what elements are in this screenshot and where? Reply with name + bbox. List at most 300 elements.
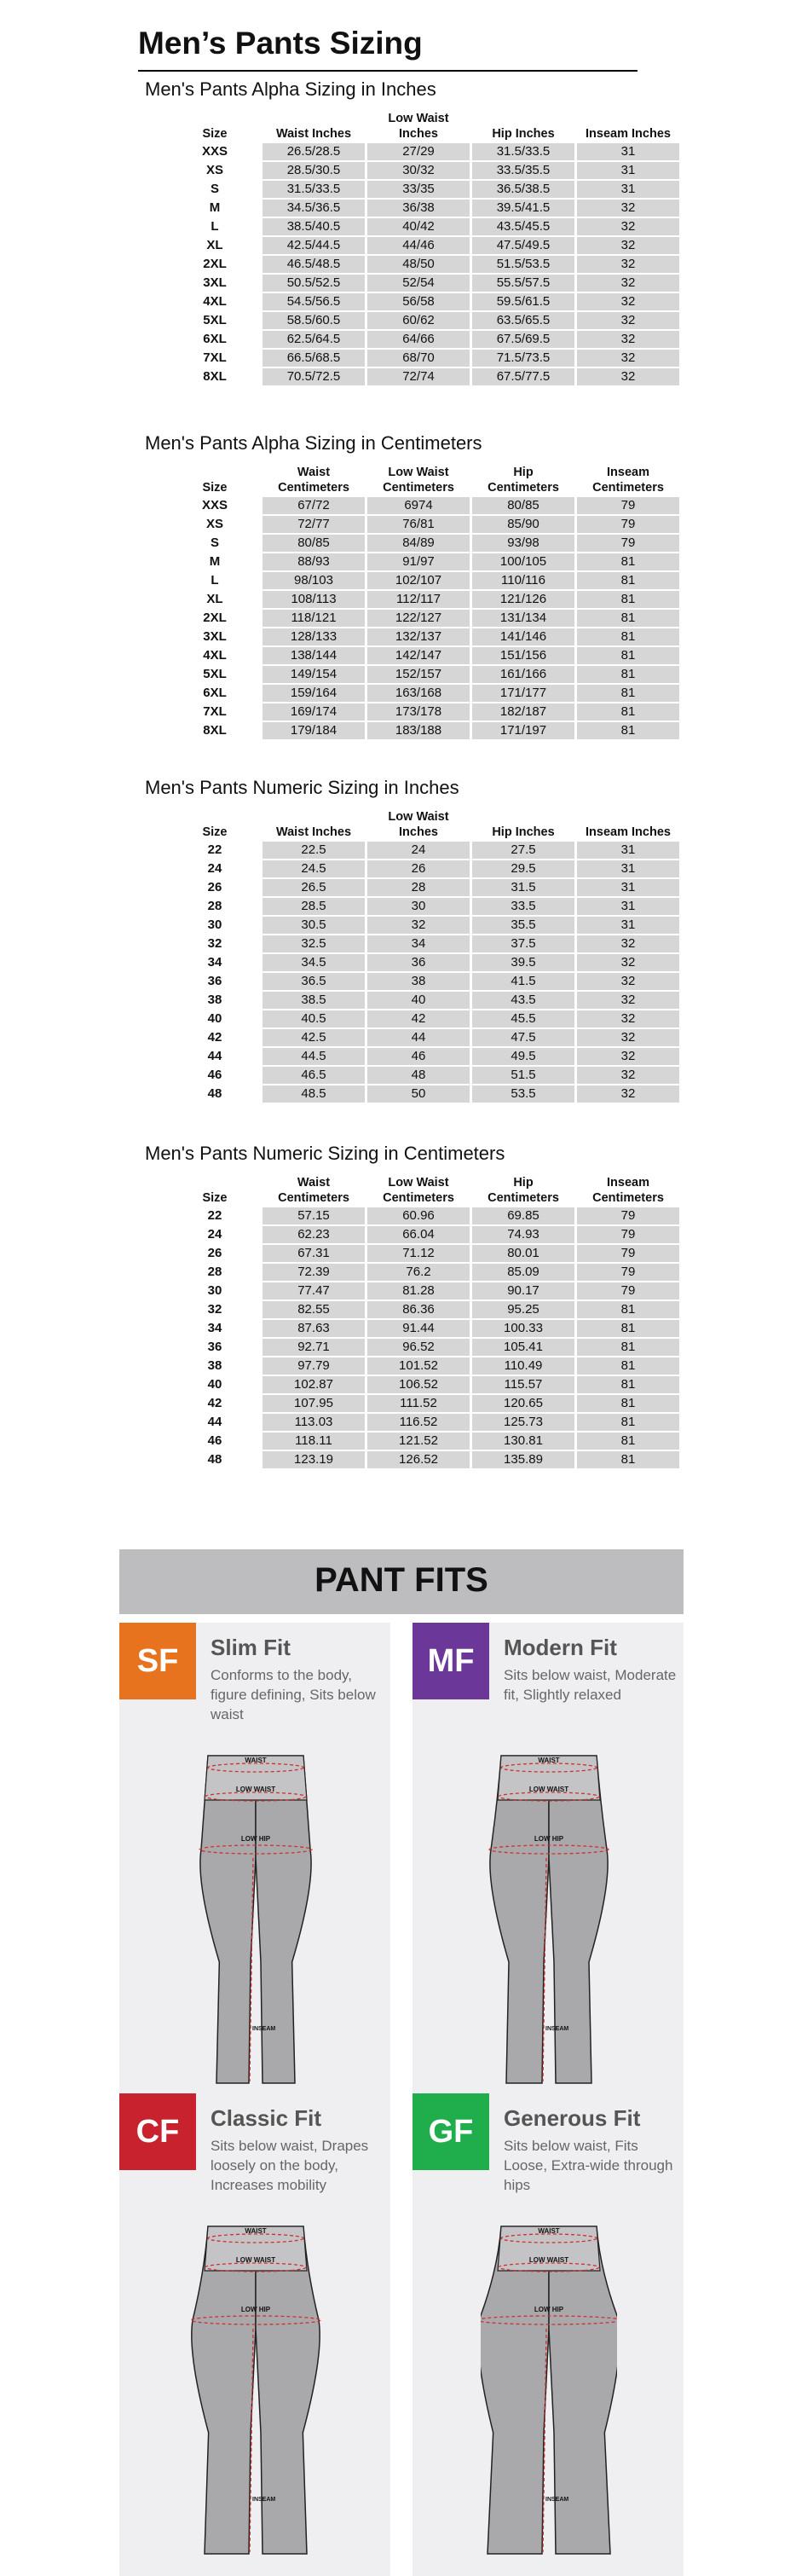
low-waist-label: LOW WAIST [528, 1786, 569, 1793]
size-value: 33.5 [472, 898, 574, 915]
fit-card-generous-fit [413, 2093, 684, 2576]
pant-fits-title: PANT FITS [314, 1561, 488, 1599]
fit-name: Modern Fit [504, 1635, 617, 1660]
size-label: XXS [201, 144, 228, 159]
size-value: 97.79 [263, 1357, 365, 1375]
size-value: 141/146 [472, 628, 574, 645]
size-value: 31 [577, 143, 679, 160]
size-value: 72/77 [263, 516, 365, 533]
size-value: 91/97 [367, 553, 470, 570]
size-label: 32 [207, 936, 222, 951]
size-value: 43.5 [472, 992, 574, 1009]
size-value: 159/164 [263, 685, 365, 702]
low-hip-label: LOW HIP [240, 2306, 271, 2313]
size-value: 43.5/45.5 [472, 218, 574, 235]
column-header: Inseam Inches [586, 127, 671, 141]
size-value: 183/188 [367, 722, 470, 739]
size-value: 50 [367, 1085, 470, 1103]
size-value: 66.04 [367, 1226, 470, 1243]
size-value: 81 [577, 553, 679, 570]
inseam-label: INSEAM [252, 2026, 276, 2032]
column-header: Waist Centimeters [278, 1176, 349, 1205]
size-label: 7XL [203, 350, 227, 365]
size-value: 26.5/28.5 [263, 143, 365, 160]
size-value: 34.5/36.5 [263, 200, 365, 217]
size-value: 53.5 [472, 1085, 574, 1103]
size-value: 96.52 [367, 1339, 470, 1356]
table-row [170, 143, 679, 160]
table-header-row [170, 109, 679, 142]
size-value: 81 [577, 647, 679, 664]
size-value: 26.5 [263, 879, 365, 896]
fit-badge: SF [119, 1623, 196, 1699]
size-value: 81 [577, 610, 679, 627]
size-value: 60/62 [367, 312, 470, 329]
waist-label: WAIST [538, 2227, 560, 2235]
fit-name: Classic Fit [211, 2105, 322, 2131]
size-label: 42 [207, 1396, 222, 1410]
size-value: 58.5/60.5 [263, 312, 365, 329]
size-label: 44 [207, 1049, 222, 1063]
pants-left-leg [481, 2226, 549, 2554]
size-value: 149/154 [263, 666, 365, 683]
size-value: 31 [577, 898, 679, 915]
size-value: 110.49 [472, 1357, 574, 1375]
column-header: Size [202, 127, 228, 141]
table-row [170, 162, 679, 179]
table-row [170, 666, 679, 683]
table-row [170, 1264, 679, 1281]
table-row [170, 293, 679, 310]
size-value: 100.33 [472, 1320, 574, 1337]
size-label: 4XL [203, 648, 227, 663]
table-row [170, 1395, 679, 1412]
size-value: 122/127 [367, 610, 470, 627]
table-row [170, 1339, 679, 1356]
size-value: 31 [577, 842, 679, 859]
size-value: 85.09 [472, 1264, 574, 1281]
size-value: 30/32 [367, 162, 470, 179]
table-row [170, 703, 679, 721]
table-row [170, 879, 679, 896]
table-row [170, 1207, 679, 1224]
size-value: 32 [577, 935, 679, 952]
size-value: 51.5/53.5 [472, 256, 574, 273]
waist-label: WAIST [245, 1757, 267, 1764]
size-value: 77.47 [263, 1282, 365, 1300]
table-row [170, 1282, 679, 1300]
table-row [170, 647, 679, 664]
size-value: 32 [577, 973, 679, 990]
size-value: 81 [577, 591, 679, 608]
size-label: 34 [207, 955, 222, 970]
size-label: 48 [207, 1086, 222, 1101]
size-label: 8XL [203, 369, 227, 384]
fit-name: Slim Fit [211, 1635, 291, 1660]
size-value: 48.5 [263, 1085, 365, 1103]
size-value: 79 [577, 1226, 679, 1243]
section-numeric-cm [0, 1143, 802, 1501]
table-row [170, 1010, 679, 1028]
table-row [170, 181, 679, 198]
table-header-row [170, 808, 679, 840]
size-value: 68/70 [367, 350, 470, 367]
column-header: Waist Inches [275, 825, 352, 839]
size-label: 36 [207, 1340, 222, 1354]
size-value: 38.5/40.5 [263, 218, 365, 235]
size-label: 6XL [203, 332, 227, 346]
size-value: 131/134 [472, 610, 574, 627]
size-value: 31.5/33.5 [263, 181, 365, 198]
size-value: 100/105 [472, 553, 574, 570]
size-value: 32 [577, 954, 679, 971]
size-value: 48/50 [367, 256, 470, 273]
size-value: 22.5 [263, 842, 365, 859]
size-value: 30.5 [263, 917, 365, 934]
size-value: 40 [367, 992, 470, 1009]
table-title: Men's Pants Numeric Sizing in Centimeters [145, 1143, 505, 1164]
column-header: Low Waist Centimeters [383, 1176, 454, 1205]
size-value: 31.5/33.5 [472, 143, 574, 160]
size-label: 3XL [203, 275, 227, 290]
table-row [170, 1048, 679, 1065]
size-value: 169/174 [263, 703, 365, 721]
table-row [170, 973, 679, 990]
size-value: 79 [577, 535, 679, 552]
size-value: 67/72 [263, 497, 365, 514]
size-value: 52/54 [367, 275, 470, 292]
size-value: 142/147 [367, 647, 470, 664]
size-value: 74.93 [472, 1226, 574, 1243]
table-row [170, 1301, 679, 1318]
size-value: 27/29 [367, 143, 470, 160]
size-value: 123.19 [263, 1451, 365, 1468]
size-value: 42.5 [263, 1029, 365, 1046]
table-row [170, 954, 679, 971]
size-value: 62.23 [263, 1226, 365, 1243]
table-row [170, 1245, 679, 1262]
size-value: 79 [577, 1207, 679, 1224]
size-value: 31 [577, 860, 679, 877]
size-value: 93/98 [472, 535, 574, 552]
size-value: 32 [577, 1085, 679, 1103]
size-value: 90.17 [472, 1282, 574, 1300]
table-row [170, 1067, 679, 1084]
size-label: S [210, 535, 219, 550]
size-value: 81 [577, 1433, 679, 1450]
size-value: 64/66 [367, 331, 470, 348]
size-value: 34.5 [263, 954, 365, 971]
section-numeric-inches [0, 777, 802, 1135]
size-value: 66.5/68.5 [263, 350, 365, 367]
sizing-table [167, 461, 682, 741]
size-label: 5XL [203, 313, 227, 327]
size-value: 118/121 [263, 610, 365, 627]
size-label: 46 [207, 1433, 222, 1448]
table-row [170, 312, 679, 329]
size-value: 105.41 [472, 1339, 574, 1356]
size-value: 182/187 [472, 703, 574, 721]
table-row [170, 218, 679, 235]
fit-card-classic-fit [119, 2093, 390, 2576]
column-header: Hip Inches [492, 825, 555, 839]
pants-diagram [188, 1749, 324, 2090]
column-header: Size [202, 825, 228, 839]
size-value: 47.5 [472, 1029, 574, 1046]
size-value: 32 [577, 992, 679, 1009]
size-value: 38 [367, 973, 470, 990]
size-label: XXS [201, 498, 228, 512]
size-value: 121/126 [472, 591, 574, 608]
size-value: 81.28 [367, 1282, 470, 1300]
size-value: 31.5 [472, 879, 574, 896]
size-value: 98/103 [263, 572, 365, 589]
table-row [170, 256, 679, 273]
size-value: 63.5/65.5 [472, 312, 574, 329]
size-value: 44 [367, 1029, 470, 1046]
size-value: 79 [577, 1264, 679, 1281]
size-value: 38.5 [263, 992, 365, 1009]
size-value: 33/35 [367, 181, 470, 198]
size-label: 2XL [203, 611, 227, 625]
size-value: 81 [577, 1376, 679, 1393]
size-value: 39.5 [472, 954, 574, 971]
size-label: S [210, 182, 219, 196]
table-row [170, 535, 679, 552]
size-value: 81 [577, 1301, 679, 1318]
size-value: 118.11 [263, 1433, 365, 1450]
column-header: Inseam Inches [586, 825, 671, 839]
pants-right-leg [256, 1756, 311, 2083]
size-value: 56/58 [367, 293, 470, 310]
table-row [170, 331, 679, 348]
size-label: 36 [207, 974, 222, 988]
table-row [170, 1433, 679, 1450]
table-row [170, 1357, 679, 1375]
pants-diagram [481, 1749, 617, 2090]
size-value: 116.52 [367, 1414, 470, 1431]
size-value: 163/168 [367, 685, 470, 702]
table-row [170, 1085, 679, 1103]
size-label: 22 [207, 1208, 222, 1223]
size-value: 125.73 [472, 1414, 574, 1431]
size-value: 81 [577, 1395, 679, 1412]
size-value: 36.5/38.5 [472, 181, 574, 198]
size-value: 29.5 [472, 860, 574, 877]
table-row [170, 1451, 679, 1468]
size-value: 50.5/52.5 [263, 275, 365, 292]
size-label: 5XL [203, 667, 227, 681]
size-value: 46.5 [263, 1067, 365, 1084]
size-value: 32 [577, 350, 679, 367]
size-value: 35.5 [472, 917, 574, 934]
fit-description: Sits below waist, Fits Loose, Extra-wide through hips [504, 2138, 673, 2193]
size-value: 81 [577, 1320, 679, 1337]
size-value: 82.55 [263, 1301, 365, 1318]
size-value: 44/46 [367, 237, 470, 254]
size-value: 81 [577, 1357, 679, 1375]
size-value: 44.5 [263, 1048, 365, 1065]
size-value: 26 [367, 860, 470, 877]
size-value: 72.39 [263, 1264, 365, 1281]
size-value: 121.52 [367, 1433, 470, 1450]
size-value: 62.5/64.5 [263, 331, 365, 348]
size-value: 128/133 [263, 628, 365, 645]
size-label: 26 [207, 1246, 222, 1260]
size-value: 80/85 [263, 535, 365, 552]
size-value: 171/197 [472, 722, 574, 739]
size-value: 60.96 [367, 1207, 470, 1224]
size-value: 138/144 [263, 647, 365, 664]
size-value: 115.57 [472, 1376, 574, 1393]
size-value: 79 [577, 497, 679, 514]
size-value: 81 [577, 722, 679, 739]
column-header: Waist Inches [275, 127, 352, 141]
size-label: XL [206, 238, 223, 252]
size-label: 26 [207, 880, 222, 894]
size-label: XS [205, 163, 223, 177]
size-value: 81 [577, 628, 679, 645]
size-value: 81 [577, 1451, 679, 1468]
pants-left-leg [192, 2226, 256, 2554]
fit-card-slim-fit [119, 1623, 390, 2105]
size-value: 32 [577, 256, 679, 273]
size-value: 24 [367, 842, 470, 859]
size-value: 39.5/41.5 [472, 200, 574, 217]
size-value: 36.5 [263, 973, 365, 990]
size-value: 110/116 [472, 572, 574, 589]
table-row [170, 935, 679, 952]
inseam-label: INSEAM [545, 2026, 569, 2032]
size-value: 32 [577, 1010, 679, 1028]
column-header: Size [202, 481, 228, 495]
size-value: 113.03 [263, 1414, 365, 1431]
size-label: M [209, 200, 221, 215]
size-value: 32.5 [263, 935, 365, 952]
size-label: 38 [207, 1358, 222, 1373]
size-value: 102.87 [263, 1376, 365, 1393]
size-label: 4XL [203, 294, 227, 309]
size-value: 81 [577, 703, 679, 721]
size-value: 28 [367, 879, 470, 896]
size-value: 57.15 [263, 1207, 365, 1224]
size-value: 32 [577, 275, 679, 292]
size-label: 30 [207, 918, 222, 932]
size-value: 108/113 [263, 591, 365, 608]
size-value: 130.81 [472, 1433, 574, 1450]
size-value: 101.52 [367, 1357, 470, 1375]
size-value: 126.52 [367, 1451, 470, 1468]
size-value: 30 [367, 898, 470, 915]
size-value: 95.25 [472, 1301, 574, 1318]
table-row [170, 685, 679, 702]
sizing-table [167, 806, 682, 1104]
size-value: 81 [577, 1414, 679, 1431]
size-label: 3XL [203, 629, 227, 644]
size-value: 32 [577, 312, 679, 329]
table-row [170, 1414, 679, 1431]
size-value: 51.5 [472, 1067, 574, 1084]
table-row [170, 275, 679, 292]
size-value: 81 [577, 572, 679, 589]
fit-card-modern-fit [413, 1623, 684, 2105]
size-label: 38 [207, 993, 222, 1007]
column-header: Hip Inches [492, 127, 555, 141]
size-value: 59.5/61.5 [472, 293, 574, 310]
size-value: 41.5 [472, 973, 574, 990]
fit-name: Generous Fit [504, 2105, 641, 2131]
pants-diagram [188, 2220, 324, 2561]
size-label: 28 [207, 1265, 222, 1279]
size-label: 22 [207, 842, 222, 857]
size-value: 42.5/44.5 [263, 237, 365, 254]
pant-fits-header [119, 1549, 684, 1614]
size-value: 80.01 [472, 1245, 574, 1262]
pants-right-leg [256, 2226, 320, 2554]
column-header: Low Waist Inches [388, 810, 449, 839]
size-value: 135.89 [472, 1451, 574, 1468]
table-row [170, 610, 679, 627]
table-row [170, 1226, 679, 1243]
size-value: 84/89 [367, 535, 470, 552]
size-label: XS [205, 517, 223, 531]
size-value: 79 [577, 1245, 679, 1262]
size-value: 55.5/57.5 [472, 275, 574, 292]
size-value: 24.5 [263, 860, 365, 877]
size-label: 2XL [203, 257, 227, 271]
size-value: 48 [367, 1067, 470, 1084]
size-value: 120.65 [472, 1395, 574, 1412]
size-label: 42 [207, 1030, 222, 1045]
size-value: 67.5/77.5 [472, 368, 574, 385]
size-value: 31 [577, 162, 679, 179]
fit-badge: GF [413, 2093, 489, 2170]
table-row [170, 591, 679, 608]
low-waist-label: LOW WAIST [235, 2256, 276, 2264]
table-row [170, 992, 679, 1009]
size-value: 179/184 [263, 722, 365, 739]
size-label: L [211, 573, 219, 588]
table-title: Men's Pants Alpha Sizing in Centimeters [145, 432, 482, 454]
size-label: 7XL [203, 704, 227, 719]
size-value: 47.5/49.5 [472, 237, 574, 254]
size-label: 40 [207, 1377, 222, 1392]
table-title: Men's Pants Alpha Sizing in Inches [145, 78, 436, 100]
size-value: 36 [367, 954, 470, 971]
column-header: Inseam Centimeters [592, 1176, 664, 1205]
size-value: 31 [577, 879, 679, 896]
size-label: M [209, 554, 221, 569]
size-value: 76/81 [367, 516, 470, 533]
size-value: 28.5 [263, 898, 365, 915]
table-row [170, 1376, 679, 1393]
size-label: 24 [207, 1227, 222, 1242]
pants-right-leg [549, 2226, 617, 2554]
title-divider [138, 70, 638, 72]
size-value: 102/107 [367, 572, 470, 589]
size-value: 32 [577, 1067, 679, 1084]
size-value: 32 [577, 1029, 679, 1046]
pants-right-leg [549, 1756, 608, 2083]
size-value: 32 [577, 237, 679, 254]
table-row [170, 237, 679, 254]
size-label: 46 [207, 1068, 222, 1082]
table-row [170, 497, 679, 514]
size-value: 80/85 [472, 497, 574, 514]
size-label: 44 [207, 1415, 222, 1429]
sizing-table [167, 1172, 682, 1470]
size-value: 69.85 [472, 1207, 574, 1224]
